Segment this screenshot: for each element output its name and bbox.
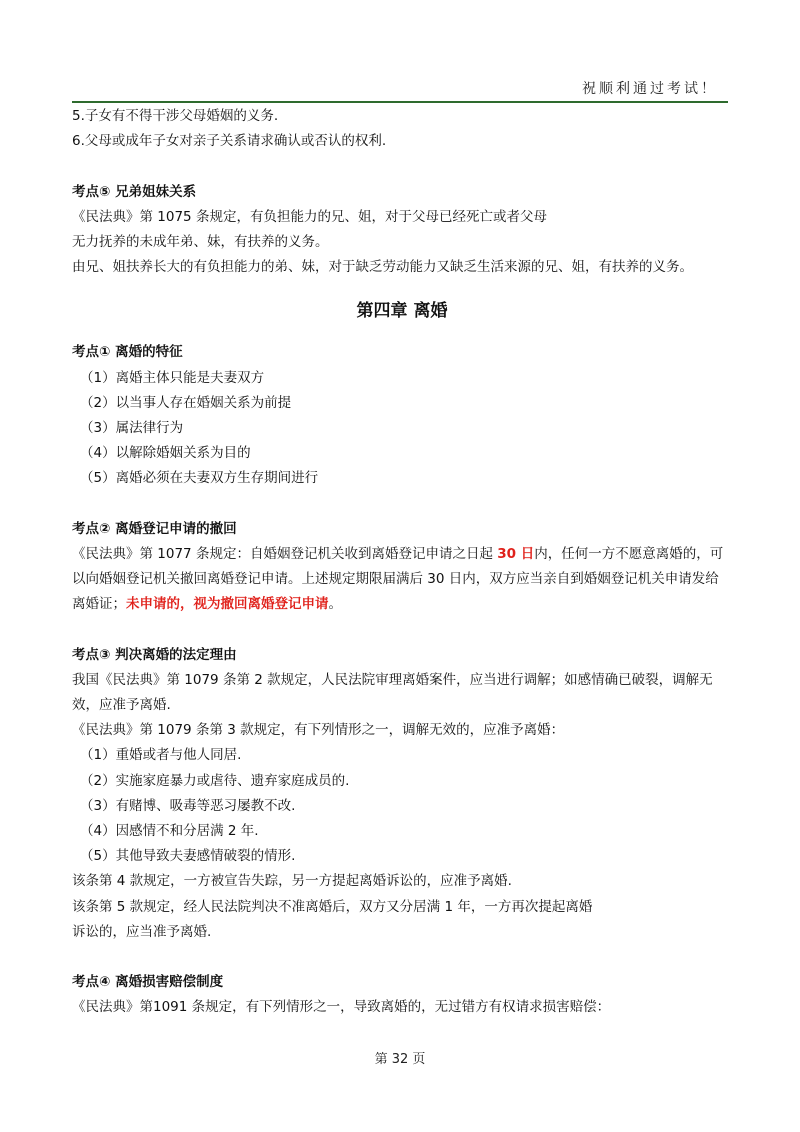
text-line: 5.子女有不得干涉父母婚姻的义务. <box>72 108 279 124</box>
text-line: 《民法典》第 1075 条规定，有负担能力的兄、姐，对于父母已经死亡或者父母 <box>72 208 547 225</box>
text-line: 《民法典》第1091 条规定，有下列情形之一，导致离婚的，无过错方有权请求损害赔偿： <box>72 999 611 1016</box>
section-heading-kd1: 考点① 离婚的特征 <box>72 344 183 361</box>
section-heading-kd4: 考点④ 离婚损害赔偿制度 <box>72 974 224 991</box>
page-number: 第 32 页 <box>374 1052 426 1067</box>
list-item: （4）因感情不和分居满 2 年. <box>80 822 259 839</box>
list-item: （3）有赌博、吸毒等恶习屡教不改. <box>80 797 296 814</box>
highlight-text: 30 日 <box>497 545 535 562</box>
paragraph: 由兄、姐扶养长大的有负担能力的弟、妹，对于缺乏劳动能力又缺乏生活来源的兄、姐，有扶养的义务。 <box>72 259 693 276</box>
list-item: （4）以解除婚姻关系为目的 <box>80 445 251 462</box>
header-slogan: 祝顺利通过考试！ <box>582 81 718 97</box>
header-divider <box>72 101 728 103</box>
page-content <box>72 104 732 1020</box>
text-span: 内，任何一方不愿意离婚的，可以向婚姻登记机关撤回离婚登记申请。上述规定期限届满后 30 日内，双方应当亲自到婚姻登记机关申请发给离婚证； <box>72 545 724 613</box>
list-item: （2）实施家庭暴力或虐待、遗弃家庭成员的. <box>80 772 350 789</box>
text-line: 诉讼的，应当准予离婚. <box>72 923 212 940</box>
text-line: 该条第 5 款规定，经人民法院判决不准离婚后，双方又分居满 1 年，一方再次提起离婚 <box>72 898 593 915</box>
list-item: （5）其他导致夫妻感情破裂的情形. <box>80 848 296 865</box>
section-heading-kd3: 考点③ 判决离婚的法定理由 <box>72 646 237 663</box>
text-line: 无力抚养的未成年弟、妹，有扶养的义务。 <box>72 233 329 250</box>
text-span: 《民法典》第 1077 条规定：自婚姻登记机关收到离婚登记申请之日起 <box>72 545 498 562</box>
text-span: 。 <box>328 596 342 613</box>
list-item: （2）以当事人存在婚姻关系为前提 <box>80 394 292 411</box>
paragraph <box>72 542 732 618</box>
highlight-text: 未申请的，视为撤回离婚登记申请 <box>126 596 329 613</box>
section-heading-kd2: 考点② 离婚登记申请的撤回 <box>72 520 237 537</box>
paragraph: 我国《民法典》第 1079 条第 2 款规定，人民法院审理离婚案件，应当进行调解；如感情确已破裂，调解无效，应准予离婚. <box>72 671 713 714</box>
chapter-title: 第四章 离婚 <box>356 301 448 322</box>
text-line: 6.父母或成年子女对亲子关系请求确认或否认的权利. <box>72 133 387 150</box>
list-item: （5）离婚必须在夫妻双方生存期间进行 <box>80 470 319 487</box>
section-heading-kd5: 考点⑤ 兄弟姐妹关系 <box>72 183 197 200</box>
text-line: 《民法典》第 1079 条第 3 款规定，有下列情形之一，调解无效的，应准予离婚： <box>72 722 565 739</box>
list-item: （3）属法律行为 <box>80 419 184 436</box>
text-line: 该条第 4 款规定，一方被宣告失踪，另一方提起离婚诉讼的，应准予离婚. <box>72 873 512 890</box>
list-item: （1）离婚主体只能是夫妻双方 <box>80 369 265 386</box>
list-item: （1）重婚或者与他人同居. <box>80 747 242 764</box>
